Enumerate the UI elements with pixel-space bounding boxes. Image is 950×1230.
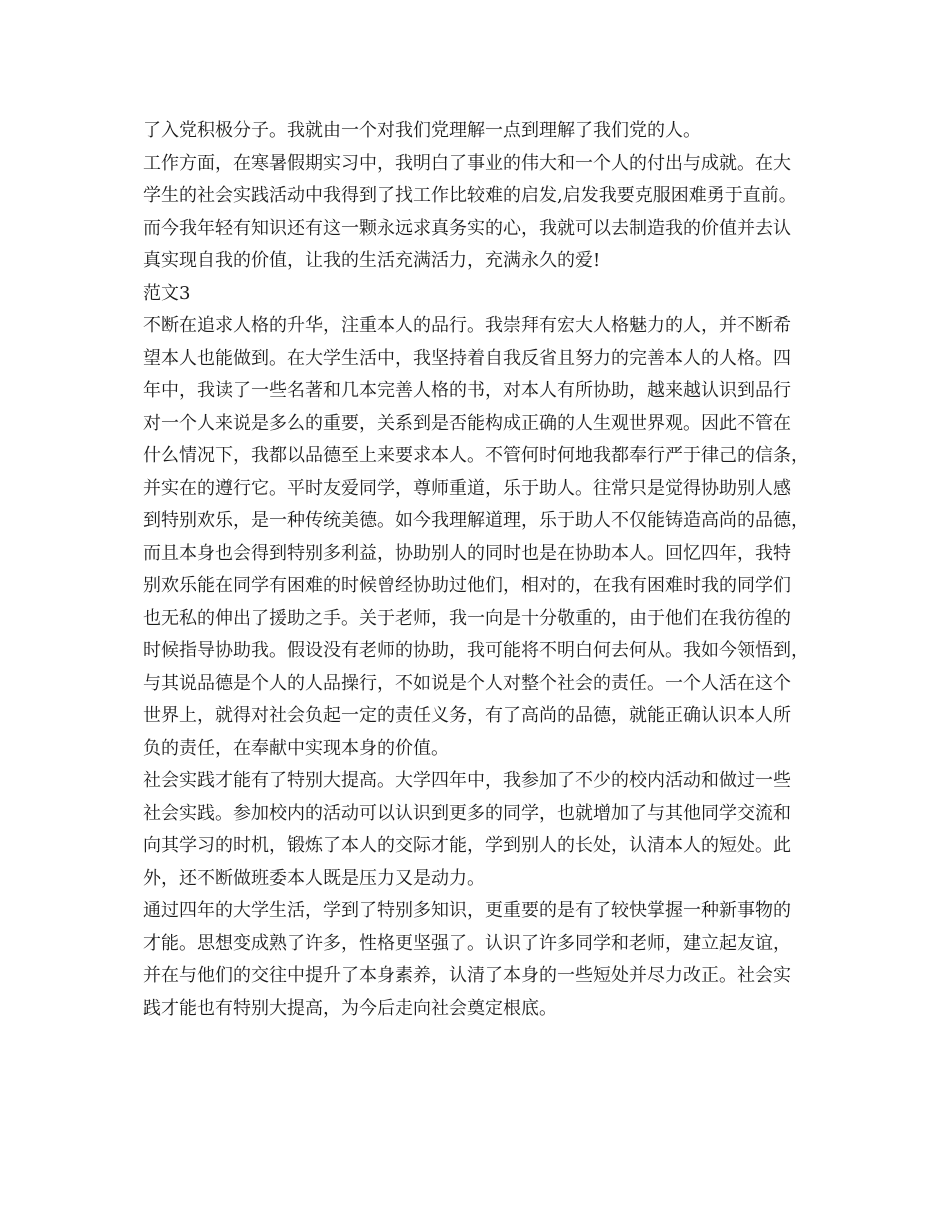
text-line-25: 通过四年的大学生活，学到了特别多知识，更重要的是有了较快掌握一种新事物的	[143, 900, 791, 921]
text-line-28: 践才能也有特别大提高，为今后走向社会奠定根底。	[143, 997, 557, 1019]
text-line-21: 社会实践才能有了特别大提高。大学四年中，我参加了不少的校内活动和做过一些	[143, 770, 791, 791]
text-line-26: 才能。思想变成熟了许多，性格更坚强了。认识了许多同学和老师，建立起友谊，	[143, 932, 791, 954]
text-line-14: 而且本身也会得到特别多利益，协助别人的同时也是在协助本人。回忆四年，我特	[143, 542, 791, 564]
text-line-12: 并实在的遵行它。平时友爱同学，尊师重道，乐于助人。往常只是觉得协助别人感	[143, 477, 791, 499]
text-line-24: 外，还不断做班委本人既是压力又是动力。	[143, 867, 485, 889]
document-body	[143, 115, 823, 1025]
text-line-27: 并在与他们的交往中提升了本身素养，认清了本身的一些短处并尽力改正。社会实	[143, 965, 791, 986]
text-line-2: 工作方面，在寒暑假期实习中，我明白了事业的伟大和一个人的付出与成就。在大	[143, 152, 791, 174]
text-line-3: 学生的社会实践活动中我得到了找工作比较难的启发,启发我要克服困难勇于直前。	[143, 185, 797, 206]
text-line-8: 望本人也能做到。在大学生活中，我坚持着自我反省且努力的完善本人的人格。四	[143, 347, 791, 369]
text-line-16: 也无私的伸出了援助之手。关于老师，我一向是十分敬重的，由于他们在我彷徨的	[143, 607, 791, 629]
text-line-13: 到特别欢乐，是一种传统美德。如今我理解道理，乐于助人不仅能铸造高尚的品德，	[143, 510, 809, 531]
text-line-5: 真实现自我的价值，让我的生活充满活力，充满永久的爱!	[143, 250, 601, 271]
text-line-17: 时候指导协助我。假设没有老师的协助，我可能将不明白何去何从。我如今领悟到，	[143, 640, 809, 661]
text-line-19: 世界上，就得对社会负起一定的责任义务，有了高尚的品德，就能正确认识本人所	[143, 705, 791, 726]
text-line-1: 了入党积极分子。我就由一个对我们党理解一点到理解了我们党的人。	[143, 120, 701, 141]
text-line-20: 负的责任，在奉献中实现本身的价值。	[143, 737, 449, 759]
section-heading: 范文3	[143, 282, 191, 304]
text-line-9: 年中，我读了一些名著和几本完善人格的书，对本人有所协助，越来越认识到品行	[143, 380, 791, 401]
text-line-10: 对一个人来说是多么的重要，关系到是否能构成正确的人生观世界观。因此不管在	[143, 412, 791, 434]
text-line-11: 什么情况下，我都以品德至上来要求本人。不管何时何地我都奉行严于律己的信条，	[143, 445, 809, 466]
text-line-7: 不断在追求人格的升华，注重本人的品行。我崇拜有宏大人格魅力的人，并不断希	[143, 315, 791, 336]
text-line-4: 而今我年轻有知识还有这一颗永远求真务实的心，我就可以去制造我的价值并去认	[143, 217, 791, 239]
text-line-18: 与其说品德是个人的人品操行，不如说是个人对整个社会的责任。一个人活在这个	[143, 672, 791, 694]
text-line-22: 社会实践。参加校内的活动可以认识到更多的同学，也就增加了与其他同学交流和	[143, 802, 791, 824]
text-line-23: 向其学习的时机，锻炼了本人的交际才能，学到别人的长处，认清本人的短处。此	[143, 835, 791, 856]
text-line-15: 别欢乐能在同学有困难的时候曾经协助过他们，相对的，在我有困难时我的同学们	[143, 575, 791, 596]
